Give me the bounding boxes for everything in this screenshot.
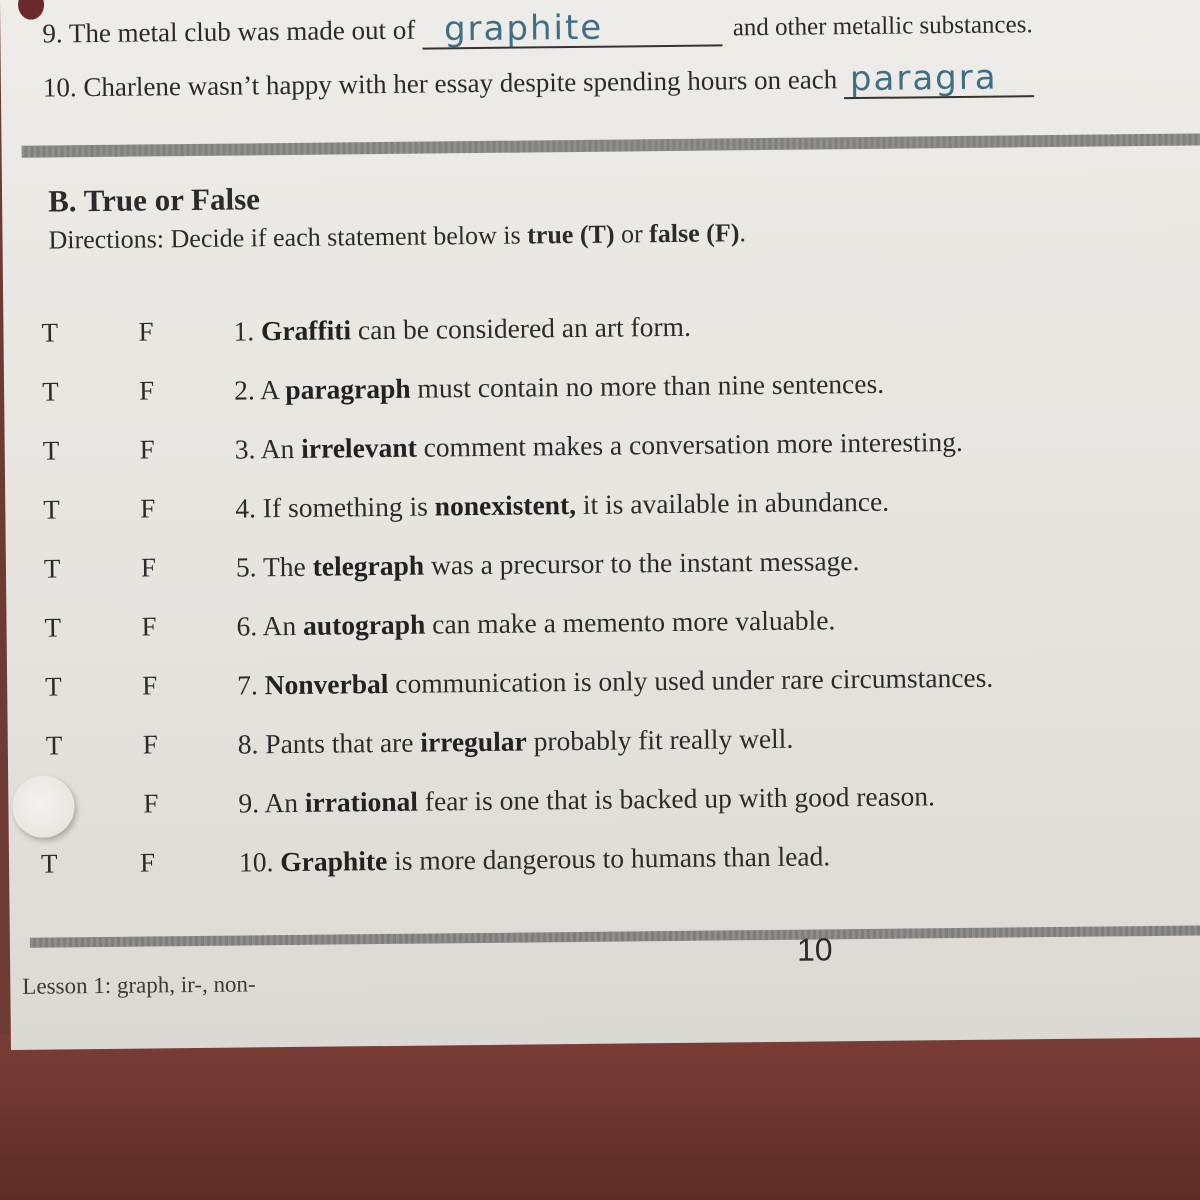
- statement-keyword: irrelevant: [301, 431, 417, 464]
- statement-number: 2.: [233, 374, 255, 406]
- statement-text: [236, 604, 835, 642]
- section-divider-bottom: [30, 925, 1200, 948]
- statement-number: 3.: [234, 433, 256, 465]
- statement-number: 8.: [237, 728, 259, 760]
- statement-row: [9, 836, 1200, 899]
- statement-text: [234, 368, 884, 407]
- directions-prefix: Directions: Decide if each statement below is: [48, 220, 528, 255]
- statement-text: [235, 426, 963, 466]
- page-number: 10: [796, 931, 833, 968]
- false-option[interactable]: F: [139, 847, 156, 878]
- statement-keyword: irregular: [420, 725, 527, 758]
- statement-keyword: Nonverbal: [264, 667, 389, 701]
- false-option[interactable]: F: [141, 611, 157, 642]
- true-option[interactable]: T: [41, 376, 59, 407]
- statement-post: must contain no more than nine sentences.: [410, 367, 885, 404]
- statement-post: probably fit really well.: [526, 722, 794, 757]
- statement-post: comment makes a conversation more interesting.: [416, 425, 963, 463]
- statement-pre: An: [264, 786, 306, 819]
- statement-row: [8, 777, 1200, 840]
- directions-false: false (F): [649, 218, 740, 249]
- statement-text: [237, 662, 993, 702]
- statement-text: [239, 840, 830, 878]
- true-option[interactable]: T: [42, 435, 60, 466]
- statement-number: 5.: [235, 551, 257, 583]
- statement-keyword: Graffiti: [260, 314, 352, 347]
- statement-post: can be considered an art form.: [350, 310, 692, 346]
- true-option[interactable]: T: [45, 671, 62, 702]
- item10-handwritten-answer: paragra: [849, 57, 998, 100]
- true-option[interactable]: T: [40, 848, 58, 879]
- statement-post: it is available in abundance.: [575, 485, 890, 520]
- statement-keyword: Graphite: [280, 844, 388, 878]
- statement-keyword: paragraph: [285, 372, 411, 406]
- false-option[interactable]: F: [138, 316, 154, 347]
- statement-row: [3, 305, 1200, 368]
- false-option[interactable]: F: [143, 788, 159, 819]
- true-option[interactable]: T: [45, 730, 63, 761]
- table-surface: [0, 1035, 1200, 1200]
- statement-pre: If something is: [262, 490, 435, 524]
- statement-number: 1.: [233, 315, 255, 347]
- false-option[interactable]: F: [138, 375, 155, 406]
- binder-hole: [18, 0, 44, 20]
- section-divider-top: [22, 133, 1200, 158]
- item9-text-before: 9. The metal club was made out of: [42, 14, 416, 49]
- statement-post: is more dangerous to humans than lead.: [387, 840, 831, 876]
- statement-row: [5, 423, 1200, 486]
- true-option[interactable]: T: [43, 494, 60, 525]
- statement-number: 4.: [235, 492, 257, 524]
- statement-pre: Pants that are: [265, 726, 421, 760]
- statement-row: [7, 659, 1200, 722]
- directions-end: .: [739, 218, 747, 248]
- true-option[interactable]: T: [41, 317, 59, 348]
- true-option[interactable]: T: [43, 553, 61, 584]
- statement-row: [6, 541, 1200, 604]
- statement-keyword: telegraph: [312, 549, 425, 582]
- statement-number: 9.: [238, 787, 260, 819]
- statement-keyword: autograph: [302, 608, 426, 641]
- item9-text-after: and other metallic substances.: [732, 11, 1033, 42]
- item10-answer-blank[interactable]: [844, 55, 1034, 99]
- statement-row: [8, 718, 1200, 781]
- statement-post: can make a memento more valuable.: [425, 604, 836, 640]
- statement-number: 7.: [237, 669, 258, 701]
- statement-number: 10.: [238, 846, 274, 878]
- statement-text: [235, 486, 889, 525]
- false-option[interactable]: F: [142, 729, 158, 760]
- true-option[interactable]: T: [44, 612, 62, 643]
- directions-true: true (T): [527, 219, 615, 250]
- statement-post: communication is only used under rare circumstances.: [388, 661, 994, 699]
- directions-or: or: [614, 219, 650, 249]
- directions: [48, 218, 746, 255]
- statement-keyword: nonexistent,: [434, 488, 577, 522]
- item10-text-before: 10. Charlene wasn’t happy with her essay despite spending hours on each: [42, 64, 838, 103]
- previous-item-10: [43, 55, 1034, 107]
- false-option[interactable]: F: [140, 493, 156, 524]
- previous-item-9: [42, 1, 1033, 53]
- false-option[interactable]: F: [139, 434, 155, 465]
- section-title: B. True or False: [47, 181, 261, 219]
- item9-answer-blank[interactable]: [422, 4, 722, 49]
- statement-pre: The: [262, 550, 313, 583]
- statement-row: [6, 600, 1200, 663]
- lesson-footer: Lesson 1: graph, ir-, non-: [22, 971, 256, 999]
- statement-post: was a precursor to the instant message.: [423, 545, 860, 581]
- false-option[interactable]: F: [140, 552, 157, 583]
- statement-pre: An: [262, 609, 304, 642]
- statement-text: [236, 545, 860, 584]
- false-option[interactable]: F: [142, 670, 158, 701]
- statement-pre: A: [259, 374, 286, 406]
- statement-text: [238, 723, 794, 761]
- statement-row: [5, 482, 1200, 545]
- statement-text: [238, 780, 935, 819]
- statement-number: 6.: [236, 610, 258, 642]
- true-option-circled[interactable]: [12, 775, 75, 838]
- statement-text: [233, 311, 691, 348]
- statement-keyword: irrational: [304, 785, 419, 818]
- item9-handwritten-answer: graphite: [443, 7, 604, 50]
- statement-row: [4, 364, 1200, 427]
- statement-pre: An: [260, 432, 302, 465]
- statement-post: fear is one that is backed up with good reason.: [417, 780, 936, 817]
